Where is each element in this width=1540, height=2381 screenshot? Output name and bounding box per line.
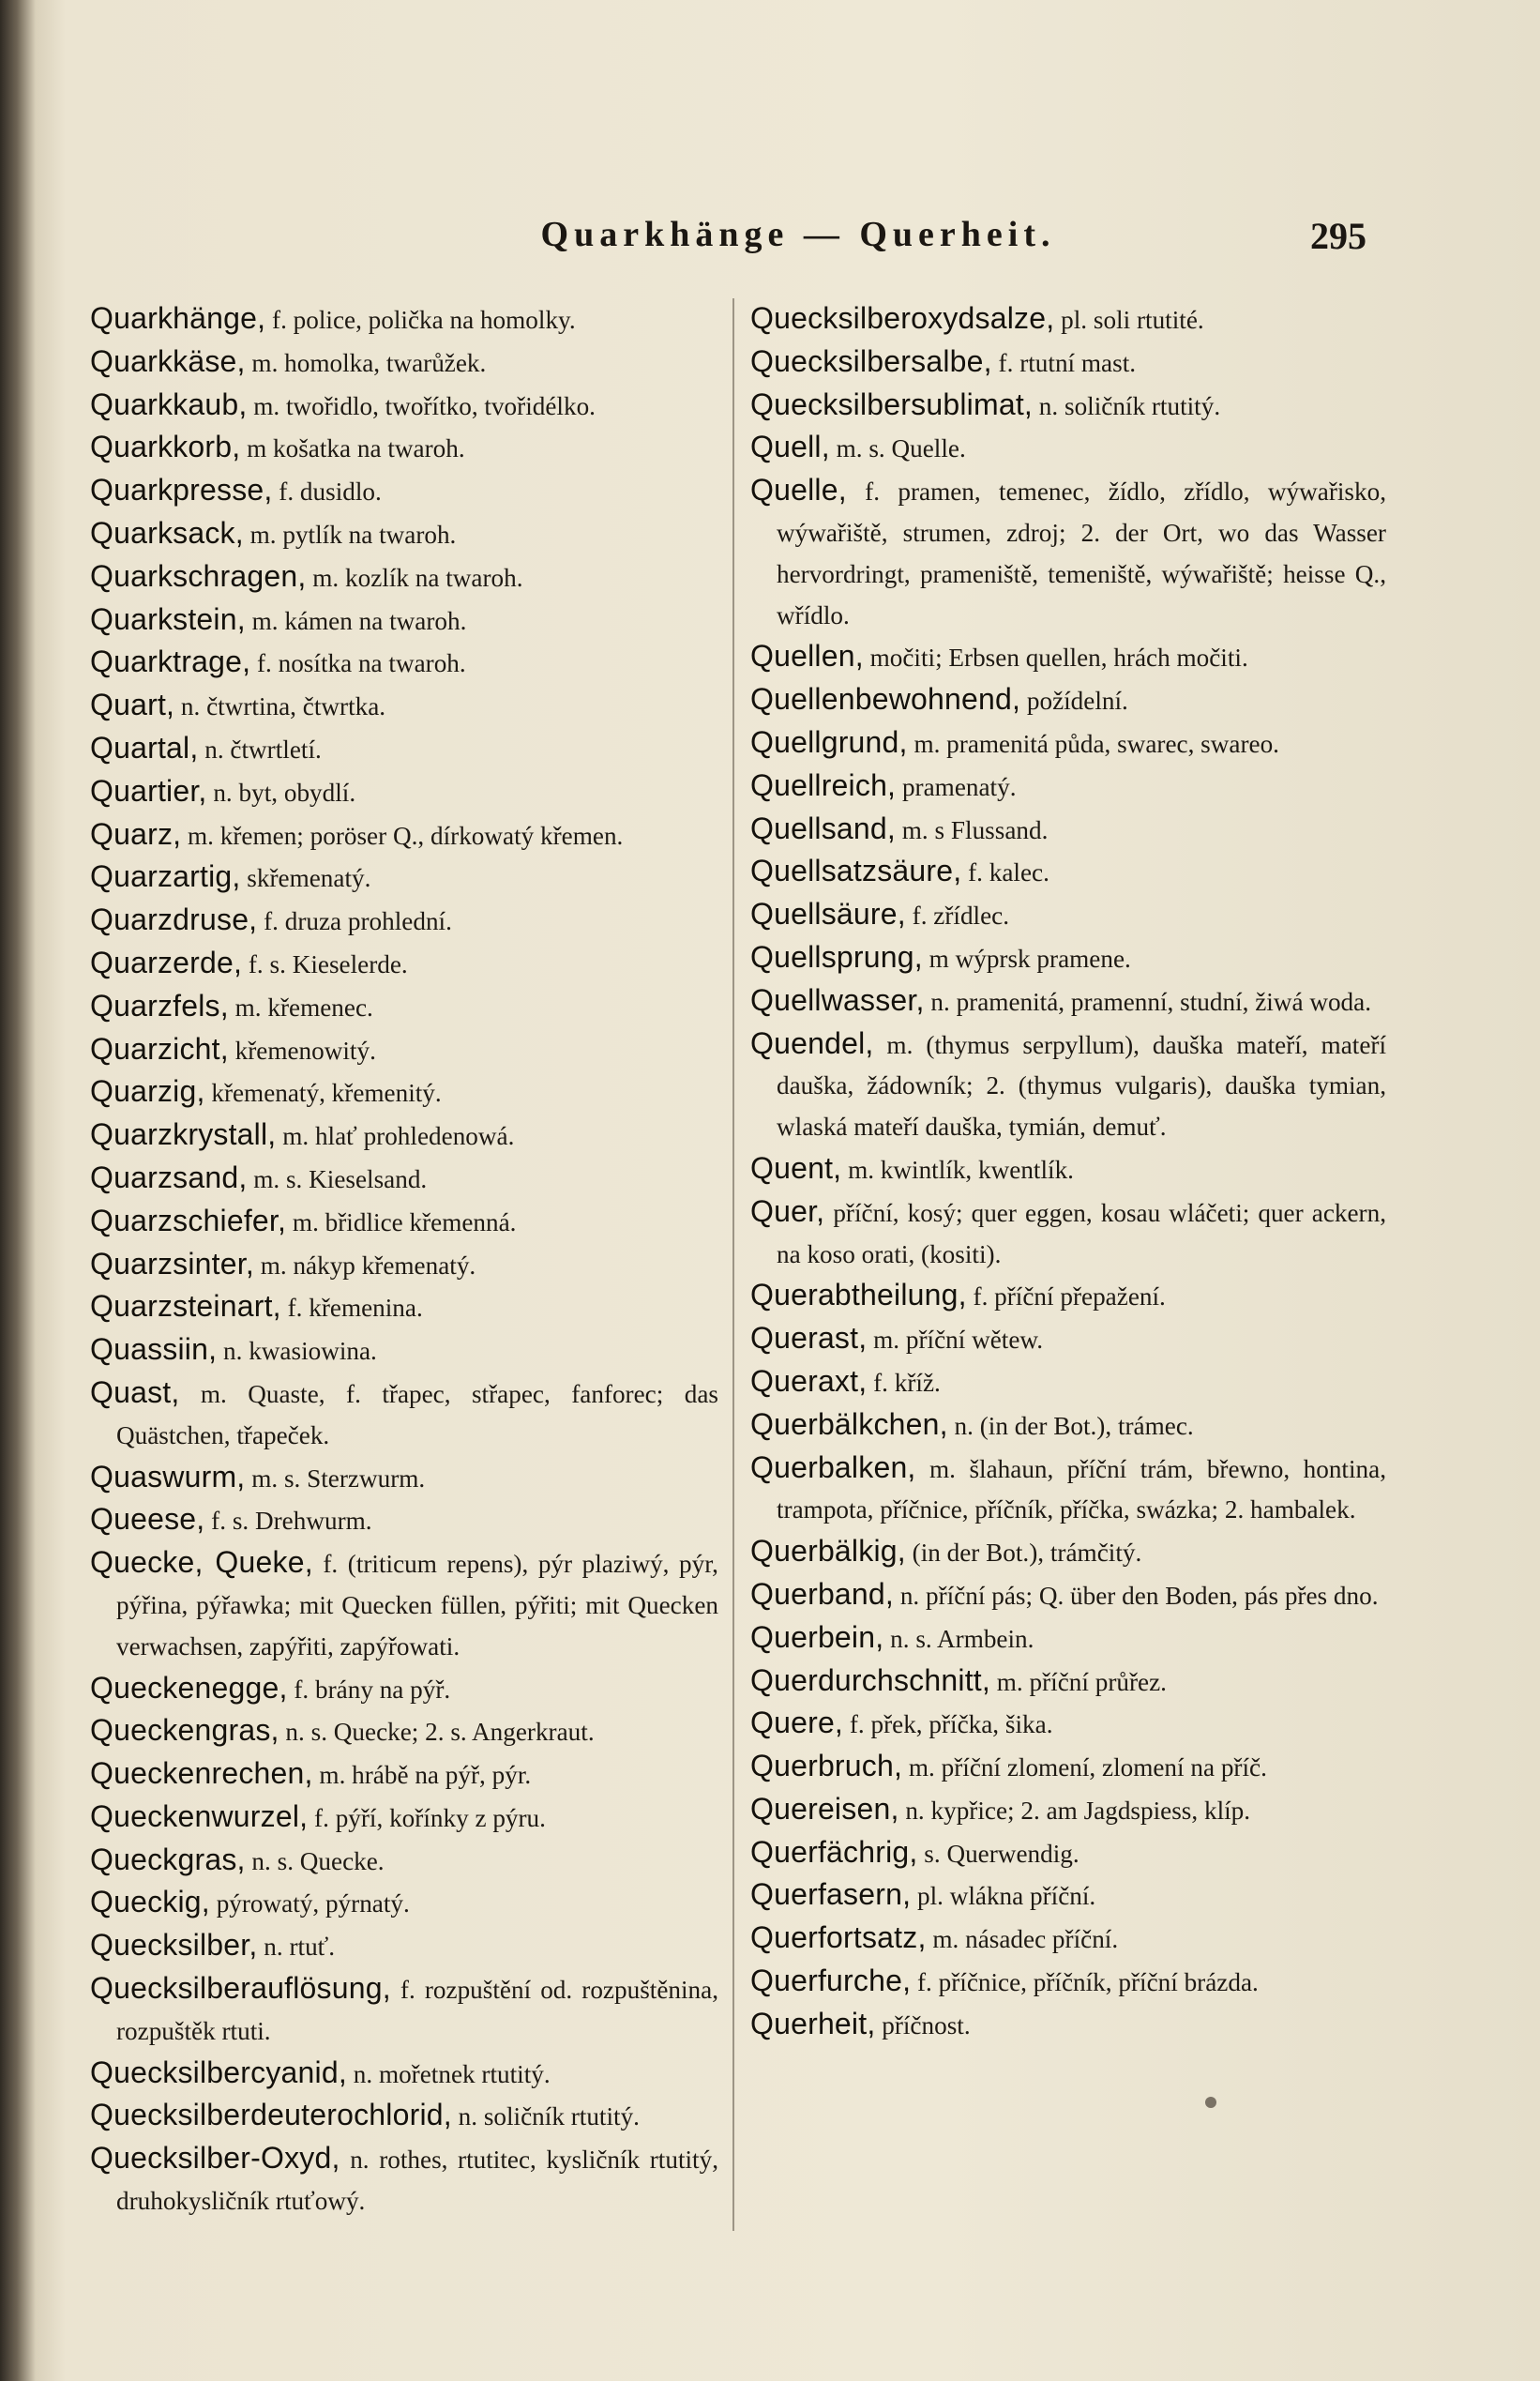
- dictionary-entry: [90, 385, 718, 428]
- dictionary-entry: [90, 1499, 718, 1542]
- entry-definition: f. kalec.: [961, 858, 1049, 887]
- entry-definition: n. rothes, rtutitec, kysličník rtutitý, druhokysličník rtuťowý.: [116, 2146, 718, 2216]
- entry-headword: Querdurchschnitt,: [750, 1662, 990, 1697]
- dictionary-entry: [750, 1832, 1386, 1875]
- dictionary-entry: [750, 980, 1386, 1024]
- entry-definition: n. kwasiowina.: [217, 1337, 377, 1366]
- entry-headword: Quartal,: [90, 730, 199, 765]
- entry-headword: Quarkkäse,: [90, 343, 246, 378]
- entry-headword: Querbälkchen,: [750, 1406, 948, 1441]
- entry-definition: n. s. Quecke; 2. s. Angerkraut.: [279, 1718, 595, 1747]
- entry-definition: f. rtutní mast.: [991, 348, 1137, 377]
- page-number: 295: [1310, 215, 1366, 257]
- entry-definition: f. rozpuštění od. rozpuštěnina, rozpuštěk rtuti.: [116, 1976, 718, 2045]
- entry-definition: m. příční wětew.: [867, 1326, 1044, 1355]
- entry-headword: Quarzdruse,: [90, 902, 258, 937]
- entry-definition: pl. soli rtutité.: [1054, 306, 1204, 334]
- dictionary-entry: [750, 851, 1386, 894]
- dictionary-entry: [90, 1201, 718, 1244]
- entry-definition: f. kříž.: [867, 1368, 941, 1397]
- dictionary-entry: [90, 814, 718, 857]
- entry-definition: močiti; Erbsen quellen, hrách močiti.: [863, 644, 1248, 673]
- entry-headword: Quellen,: [750, 639, 864, 674]
- dictionary-entry: [750, 1961, 1386, 2004]
- dictionary-entry: [750, 298, 1386, 341]
- dictionary-entry: [750, 427, 1386, 470]
- entry-headword: Quellwasser,: [750, 982, 925, 1017]
- entry-headword: Querbälkig,: [750, 1534, 906, 1569]
- entry-headword: Querband,: [750, 1576, 895, 1611]
- dictionary-entry: [750, 1874, 1386, 1918]
- entry-definition: m. pytlík na twaroh.: [243, 520, 457, 549]
- dictionary-entry: [90, 341, 718, 385]
- entry-headword: Quartier,: [90, 773, 207, 808]
- dictionary-entry: [90, 1925, 718, 1968]
- entry-definition: m. šlahaun, příční trám, břewno, hontina, trampota, příčnice, příčník, příčka, swázka; 2. hambalek.: [777, 1454, 1386, 1524]
- entry-definition: n. příční pás; Q. über den Boden, pás přes dno.: [894, 1581, 1379, 1610]
- entry-definition: f. dusidlo.: [272, 478, 382, 507]
- page-header: [0, 214, 1540, 270]
- entry-headword: Quecksilberauflösung,: [90, 1971, 391, 2006]
- entry-headword: Quellsatzsäure,: [750, 854, 962, 888]
- entry-headword: Quecksilber,: [90, 1928, 258, 1963]
- entry-definition: m. křemen; poröser Q., dírkowatý křemen.: [181, 821, 624, 850]
- entry-headword: Queckenegge,: [90, 1670, 288, 1705]
- entry-definition: příční, kosý; quer eggen, kosau wláčeti; quer ackern, na koso orati, (kositi).: [777, 1198, 1386, 1268]
- dictionary-entry: [90, 728, 718, 771]
- entry-headword: Quecksilbercyanid,: [90, 2055, 347, 2089]
- entry-definition: f. nosítka na twaroh.: [250, 649, 466, 678]
- dictionary-entry: [90, 900, 718, 943]
- entry-headword: Queckgras,: [90, 1842, 246, 1876]
- entry-definition: m. hrábě na pýř, pýr.: [312, 1761, 532, 1790]
- entry-definition: f. zřídlec.: [905, 902, 1010, 931]
- entry-headword: Quarkschragen,: [90, 558, 307, 593]
- dictionary-entry: [750, 722, 1386, 766]
- entry-definition: m. nákyp křemenatý.: [253, 1251, 476, 1280]
- entry-headword: Quecksilber-Oxyd,: [90, 2141, 340, 2176]
- dictionary-entry: [90, 470, 718, 513]
- dictionary-entry: [750, 470, 1386, 636]
- entry-headword: Quell,: [750, 430, 830, 464]
- entry-definition: n. byt, obydlí.: [206, 778, 356, 807]
- dictionary-entry: [90, 685, 718, 728]
- dictionary-entry: [90, 1840, 718, 1883]
- dictionary-entry: [90, 1071, 718, 1115]
- dictionary-entry: [750, 1361, 1386, 1404]
- running-head: Quarkhänge — Querheit.: [540, 215, 1056, 254]
- dictionary-entry: [90, 1286, 718, 1329]
- dictionary-entry: [90, 771, 718, 814]
- dictionary-entry: [750, 809, 1386, 852]
- dictionary-entry: [90, 943, 718, 986]
- entry-headword: Quast,: [90, 1374, 180, 1409]
- entry-headword: Quecksilberoxydsalze,: [750, 301, 1055, 335]
- dictionary-entry: [750, 1148, 1386, 1191]
- dictionary-entry: [90, 1158, 718, 1201]
- entry-headword: Querfasern,: [750, 1877, 912, 1912]
- entry-headword: Quendel,: [750, 1025, 874, 1060]
- entry-definition: m. kwintlík, kwentlík.: [841, 1155, 1074, 1184]
- dictionary-entry: [90, 1029, 718, 1072]
- entry-headword: Quarzartig,: [90, 859, 241, 894]
- dictionary-entry: [750, 937, 1386, 980]
- entry-definition: příčnost.: [875, 2010, 971, 2040]
- dictionary-entry: [90, 298, 718, 341]
- entry-definition: m. s. Sterzwurm.: [245, 1463, 426, 1493]
- entry-headword: Querfächrig,: [750, 1834, 918, 1869]
- entry-headword: Queckenwurzel,: [90, 1798, 309, 1833]
- entry-definition: f. s. Drehwurm.: [204, 1507, 372, 1536]
- entry-headword: Queckengras,: [90, 1713, 279, 1748]
- entry-headword: Quarksack,: [90, 515, 244, 550]
- entry-definition: f. s. Kieselerde.: [242, 949, 408, 978]
- entry-headword: Querbein,: [750, 1619, 884, 1654]
- entry-definition: f. příčnice, příčník, příční brázda.: [911, 1968, 1259, 1997]
- entry-headword: Quecke, Queke,: [90, 1545, 313, 1580]
- entry-definition: m. s. Quelle.: [829, 434, 966, 463]
- entry-headword: Quellsäure,: [750, 897, 906, 932]
- dictionary-entry: [90, 2095, 718, 2138]
- entry-definition: křemenowitý.: [228, 1036, 376, 1065]
- entry-headword: Quarzsand,: [90, 1160, 248, 1194]
- entry-headword: Queckenrechen,: [90, 1756, 313, 1791]
- entry-headword: Quarkhänge,: [90, 301, 266, 335]
- entry-headword: Quart,: [90, 688, 175, 722]
- column-divider: [732, 298, 734, 2231]
- entry-definition: m. pramenitá půda, swarec, swareo.: [907, 729, 1279, 758]
- entry-headword: Quer,: [750, 1193, 825, 1228]
- entry-headword: Quarzerde,: [90, 945, 243, 979]
- entry-headword: Quarktrage,: [90, 645, 251, 679]
- dictionary-entry: [750, 1661, 1386, 1704]
- dictionary-entry: [750, 1918, 1386, 1961]
- entry-headword: Quellreich,: [750, 767, 897, 802]
- entry-headword: Quent,: [750, 1150, 842, 1185]
- dictionary-entry: [90, 986, 718, 1029]
- entry-headword: Quarkstein,: [90, 601, 246, 636]
- entry-definition: m. (thymus serpyllum), dauška mateří, mateří dauška, žádowník; 2. (thymus vulgaris), dauška tymian, wlaská mateří dauška, tymián, demuť.: [777, 1030, 1386, 1142]
- entry-definition: n. (in der Bot.), trámec.: [947, 1411, 1194, 1440]
- entry-definition: skřemenatý.: [240, 864, 371, 893]
- entry-definition: m wýprsk pramene.: [922, 944, 1131, 973]
- entry-definition: m. hlať prohledenowá.: [276, 1122, 515, 1151]
- entry-headword: Queraxt,: [750, 1363, 868, 1398]
- entry-definition: (in der Bot.), trámčitý.: [905, 1539, 1142, 1568]
- dictionary-entry: [90, 599, 718, 643]
- entry-headword: Quarzschiefer,: [90, 1203, 287, 1237]
- dictionary-entry: [90, 1372, 718, 1457]
- entry-definition: f. (triticum repens), pýr plaziwý, pýr, pýřina, pýřawka; mit Quecken füllen, pýřiti; mit Quecken verwachsen, zapýřiti, zapýřowati.: [116, 1550, 718, 1661]
- entry-definition: s. Querwendig.: [917, 1839, 1080, 1868]
- dictionary-entry: [90, 1329, 718, 1372]
- entry-definition: f. přek, příčka, šika.: [843, 1710, 1053, 1739]
- entry-definition: n. s. Armbein.: [883, 1624, 1034, 1653]
- entry-headword: Quellsprung,: [750, 939, 923, 974]
- dictionary-entry: [750, 385, 1386, 428]
- entry-definition: f. pramen, temenec, žídlo, zřídlo, wýwařisko, wýwařiště, strumen, zdroj; 2. der Ort, wo das Wasser hervordringt, prameniště, temeniště, wýwařiště; heisse Q., wřídlo.: [777, 478, 1386, 629]
- entry-definition: n. soličník rtutitý.: [1033, 391, 1221, 420]
- entry-definition: f. křemenina.: [280, 1294, 423, 1323]
- dictionary-entry: [90, 1968, 718, 2053]
- entry-headword: Querabtheilung,: [750, 1278, 967, 1312]
- entry-definition: n. čtwrtletí.: [198, 735, 322, 764]
- dictionary-entry: [90, 1542, 718, 1667]
- entry-definition: požídelní.: [1020, 687, 1128, 716]
- entry-headword: Quarkkaub,: [90, 387, 248, 421]
- left-column: [90, 298, 718, 2222]
- entry-definition: m. příční zlomení, zlomení na příč.: [902, 1753, 1267, 1782]
- dictionary-entry: [750, 2004, 1386, 2047]
- entry-headword: Quellsand,: [750, 811, 896, 845]
- dictionary-entry: [90, 513, 718, 556]
- entry-definition: n. soličník rtutitý.: [451, 2102, 640, 2131]
- entry-definition: f. příční přepažení.: [966, 1282, 1166, 1312]
- dictionary-entry: [750, 679, 1386, 722]
- dictionary-entry: [750, 766, 1386, 809]
- entry-headword: Quecksilbersalbe,: [750, 343, 992, 378]
- entry-definition: f. police, polička na homolky.: [265, 306, 576, 334]
- entry-definition: m košatka na twaroh.: [240, 434, 465, 463]
- entry-definition: m. twořidlo, twořítko, tvořidélko.: [247, 391, 596, 420]
- entry-headword: Queckig,: [90, 1885, 210, 1919]
- entry-headword: Quereisen,: [750, 1791, 899, 1826]
- entry-definition: n. čtwrtina, čtwrtka.: [174, 692, 386, 721]
- dictionary-entry: [750, 1318, 1386, 1361]
- entry-headword: Querbalken,: [750, 1449, 916, 1484]
- dictionary-entry: [90, 1710, 718, 1753]
- dictionary-entry: [750, 1617, 1386, 1661]
- entry-definition: n. rtuť.: [257, 1933, 336, 1962]
- dictionary-entry: [90, 642, 718, 685]
- entry-definition: m. násadec příční.: [926, 1925, 1119, 1954]
- entry-headword: Quarzig,: [90, 1074, 205, 1109]
- dictionary-entry: [750, 636, 1386, 679]
- entry-headword: Quaswurm,: [90, 1459, 246, 1494]
- dictionary-entry: [90, 1115, 718, 1158]
- entry-definition: n. kypřice; 2. am Jagdspiess, klíp.: [898, 1796, 1251, 1825]
- dictionary-entry: [750, 1448, 1386, 1532]
- dictionary-entry: [750, 1191, 1386, 1276]
- entry-definition: n. mořetnek rtutitý.: [346, 2059, 551, 2088]
- entry-headword: Quarzsteinart,: [90, 1289, 281, 1324]
- dictionary-entry: [90, 1457, 718, 1500]
- entry-definition: m. homolka, twarůžek.: [245, 348, 487, 377]
- dictionary-entry: [90, 1797, 718, 1840]
- entry-definition: pramenatý.: [896, 772, 1017, 801]
- entry-definition: f. druza prohlední.: [257, 907, 452, 936]
- entry-headword: Quarkkorb,: [90, 430, 241, 464]
- entry-definition: m. Quaste, f. třapec, střapec, fanforec; das Quästchen, třapeček.: [116, 1379, 718, 1449]
- entry-definition: n. pramenitá, pramenní, studní, žiwá woda.: [924, 987, 1371, 1016]
- right-column: [750, 298, 1386, 2047]
- dictionary-entry: [750, 1574, 1386, 1617]
- entry-definition: m. s. Kieselsand.: [247, 1164, 428, 1193]
- entry-definition: m. příční průřez.: [989, 1667, 1167, 1696]
- entry-headword: Quarzicht,: [90, 1031, 229, 1066]
- entry-definition: m. kozlík na twaroh.: [306, 563, 523, 592]
- entry-headword: Quassiin,: [90, 1332, 218, 1367]
- dictionary-entry: [750, 1789, 1386, 1832]
- dictionary-entry: [90, 427, 718, 470]
- entry-definition: m. křemenec.: [228, 993, 373, 1022]
- entry-headword: Quere,: [750, 1706, 844, 1740]
- dictionary-entry: [90, 1668, 718, 1711]
- entry-definition: pýrowatý, pýrnatý.: [209, 1889, 410, 1918]
- dictionary-entry: [90, 556, 718, 599]
- entry-headword: Queese,: [90, 1502, 205, 1537]
- ink-spot: [1205, 2097, 1216, 2108]
- entry-definition: f. pýří, kořínky z pýru.: [308, 1803, 546, 1832]
- entry-headword: Querbruch,: [750, 1749, 903, 1783]
- entry-definition: pl. wlákna příční.: [911, 1882, 1096, 1911]
- dictionary-entry: [90, 1244, 718, 1287]
- entry-headword: Querheit,: [750, 2006, 876, 2040]
- dictionary-entry: [750, 1746, 1386, 1789]
- dictionary-entry: [90, 1753, 718, 1797]
- entry-headword: Quellenbewohnend,: [750, 682, 1021, 717]
- entry-definition: m. kámen na twaroh.: [245, 606, 467, 635]
- entry-headword: Quellgrund,: [750, 724, 908, 759]
- dictionary-entry: [90, 1882, 718, 1925]
- entry-definition: m. břidlice křemenná.: [286, 1207, 517, 1236]
- dictionary-entry: [750, 1703, 1386, 1746]
- entry-headword: Quarzkrystall,: [90, 1117, 277, 1152]
- entry-headword: Quecksilbersublimat,: [750, 387, 1033, 421]
- dictionary-entry: [90, 2053, 718, 2096]
- entry-headword: Quarzsinter,: [90, 1246, 254, 1281]
- dictionary-entry: [90, 857, 718, 900]
- dictionary-entry: [750, 1024, 1386, 1148]
- entry-headword: Querfurche,: [750, 1964, 912, 1998]
- entry-headword: Quecksilberdeuterochlorid,: [90, 2098, 452, 2132]
- entry-headword: Quarz,: [90, 816, 182, 851]
- dictionary-entry: [750, 1404, 1386, 1448]
- entry-headword: Quelle,: [750, 473, 847, 508]
- entry-headword: Querfortsatz,: [750, 1920, 927, 1955]
- dictionary-entry: [750, 341, 1386, 385]
- entry-definition: f. brány na pýř.: [287, 1675, 451, 1704]
- entry-headword: Quarkpresse,: [90, 473, 273, 508]
- entry-headword: Querast,: [750, 1321, 868, 1356]
- entry-definition: křemenatý, křemenitý.: [204, 1079, 442, 1108]
- entry-definition: n. s. Quecke.: [245, 1846, 385, 1875]
- dictionary-entry: [750, 894, 1386, 937]
- entry-headword: Quarzfels,: [90, 988, 229, 1023]
- entry-definition: m. s Flussand.: [895, 815, 1049, 844]
- dictionary-entry: [90, 2138, 718, 2222]
- dictionary-entry: [750, 1275, 1386, 1318]
- dictionary-entry: [750, 1531, 1386, 1574]
